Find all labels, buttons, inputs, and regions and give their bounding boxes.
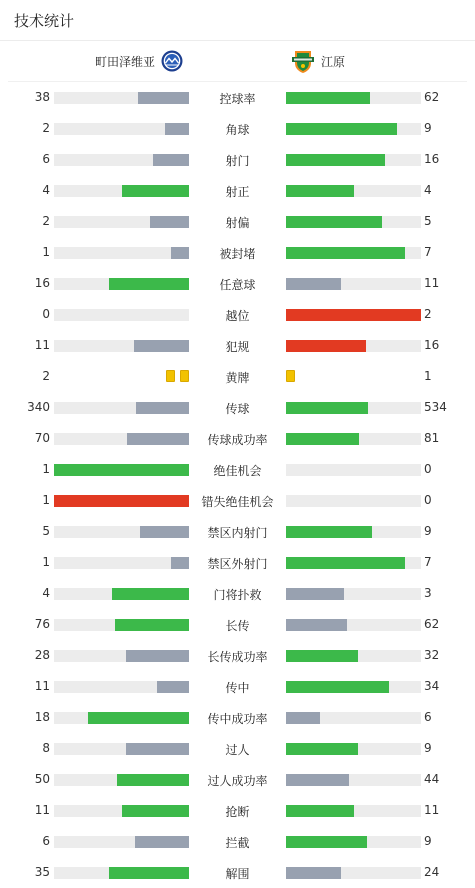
home-bar-track [54,867,189,879]
away-value: 9 [424,524,432,538]
home-value: 8 [42,741,50,755]
away-value: 62 [424,617,440,631]
stat-row [0,299,475,330]
yellow-card-icon [180,370,189,382]
away-value: 1 [424,369,432,383]
home-bar-track [54,495,189,507]
home-value: 2 [42,121,50,135]
home-bar-track [54,774,189,786]
home-bar-track [54,185,189,197]
away-value: 9 [424,834,432,848]
away-bar-track [286,433,421,445]
home-bar-track [54,526,189,538]
home-bar-fill [138,92,189,104]
home-bar-fill [54,464,189,476]
home-value: 6 [42,152,50,166]
home-bar-fill [153,154,189,166]
home-bar-fill [54,495,189,507]
home-bar-track [54,836,189,848]
away-bar-fill [286,836,367,848]
away-bar-track [286,185,421,197]
stat-label: 长传成功率 [207,650,268,664]
away-bar-fill [286,123,397,135]
home-bar-track [54,123,189,135]
home-value: 50 [34,772,50,786]
home-bar-track [54,402,189,414]
away-bar-track [286,247,421,259]
home-team[interactable] [95,41,183,81]
away-bar-track [286,216,421,228]
home-value: 6 [42,834,50,848]
home-bar-fill [150,216,189,228]
stat-row [0,113,475,144]
stat-row [0,454,475,485]
away-bar-track [286,154,421,166]
stat-row [0,237,475,268]
yellow-card-icon [286,370,295,382]
home-value: 11 [34,803,50,817]
home-value: 11 [34,338,50,352]
home-bar-track [54,309,189,321]
home-bar-fill [165,123,189,135]
home-bar-track [54,154,189,166]
away-bar-track [286,867,421,879]
away-bar-fill [286,588,344,600]
home-bar-fill [126,743,189,755]
away-bar-fill [286,650,358,662]
home-value: 76 [34,617,50,631]
home-bar-fill [140,526,189,538]
away-bar-track [286,92,421,104]
away-bar-track [286,402,421,414]
home-bar-fill [127,433,189,445]
away-value: 24 [424,865,440,879]
away-bar-fill [286,309,421,321]
stat-label: 过人 [225,743,250,757]
home-bar-fill [136,402,189,414]
away-bar-fill [286,619,347,631]
away-bar-fill [286,805,354,817]
away-bar-track [286,557,421,569]
away-team-name: 江原 [321,54,346,69]
home-bar-fill [135,836,189,848]
away-bar-track [286,495,421,507]
stats-list [0,82,475,888]
away-value: 62 [424,90,440,104]
away-bar-fill [286,278,341,290]
stat-row [0,206,475,237]
stat-row [0,330,475,361]
home-team-name: 町田泽维亚 [94,54,155,69]
stat-row [0,640,475,671]
home-bar-track [54,619,189,631]
stat-row [0,268,475,299]
stat-label: 过人成功率 [207,774,268,788]
home-value: 11 [34,679,50,693]
away-value: 9 [424,121,432,135]
home-value: 28 [34,648,50,662]
home-bar-track [54,340,189,352]
stat-label: 任意球 [219,278,256,292]
stat-row [0,423,475,454]
stat-label: 拦截 [225,836,250,850]
home-value: 5 [42,524,50,538]
stat-label: 传中 [225,681,250,695]
away-value: 5 [424,214,432,228]
home-value: 18 [34,710,50,724]
stat-label: 射偏 [225,216,250,230]
away-value: 0 [424,493,432,507]
away-bar-track [286,340,421,352]
stat-label: 传球成功率 [207,433,268,447]
away-bar-fill [286,557,405,569]
away-value: 16 [424,152,440,166]
stat-label: 射门 [225,154,250,168]
home-value: 1 [42,462,50,476]
away-bar-track [286,743,421,755]
stat-row [0,764,475,795]
away-bar-fill [286,526,372,538]
home-value: 4 [42,183,50,197]
away-bar-fill [286,154,385,166]
away-value: 44 [424,772,440,786]
away-value: 0 [424,462,432,476]
away-bar-track [286,123,421,135]
stat-row [0,857,475,888]
stat-label: 长传 [225,619,250,633]
teams-header [8,41,467,82]
stat-row [0,144,475,175]
away-bar-fill [286,340,366,352]
away-bar-track [286,712,421,724]
stat-label: 黄牌 [225,371,250,385]
away-bar-fill [286,774,349,786]
stat-label: 抢断 [225,805,250,819]
stat-row [0,826,475,857]
home-bar-track [54,216,189,228]
stat-row [0,795,475,826]
away-value: 534 [424,400,447,414]
away-bar-track [286,588,421,600]
section-header [0,0,475,41]
stat-row [0,671,475,702]
away-value: 2 [424,307,432,321]
stat-label: 越位 [225,309,250,323]
home-value: 2 [42,369,50,383]
stat-label: 错失绝佳机会 [201,495,274,509]
away-bar-fill [286,247,405,259]
home-bar-track [54,805,189,817]
home-bar-fill [109,867,189,879]
home-value: 70 [34,431,50,445]
away-bar-track [286,805,421,817]
stat-label: 犯规 [225,340,250,354]
home-bar-fill [171,247,189,259]
machida-zelvia-crest-icon [161,50,183,72]
home-bar-track [54,92,189,104]
home-bar-track [54,247,189,259]
away-bar-track [286,774,421,786]
stat-label: 控球率 [219,92,256,106]
home-value: 0 [42,307,50,321]
home-bar-track [54,278,189,290]
stat-label: 被封堵 [219,247,256,261]
away-bar-fill [286,743,358,755]
home-bar-fill [117,774,189,786]
away-value: 11 [424,803,440,817]
away-value: 32 [424,648,440,662]
stat-row [0,609,475,640]
stat-row [0,547,475,578]
stat-label: 射正 [225,185,250,199]
stat-row [0,578,475,609]
home-bar-fill [122,805,190,817]
stat-label: 传中成功率 [207,712,268,726]
home-bar-fill [88,712,189,724]
home-value: 35 [34,865,50,879]
stat-label: 绝佳机会 [213,464,262,478]
stat-row [0,516,475,547]
away-bar-track [286,681,421,693]
home-bar-fill [126,650,189,662]
away-bar-fill [286,433,359,445]
away-team[interactable] [291,41,345,81]
stat-row [0,485,475,516]
stat-label: 禁区外射门 [207,557,268,571]
home-bar-fill [134,340,189,352]
away-bar-track [286,836,421,848]
away-bar-fill [286,681,389,693]
home-bar-fill [115,619,189,631]
home-value: 38 [34,90,50,104]
home-bar-track [54,588,189,600]
stat-label: 传球 [225,402,250,416]
away-bar-track [286,278,421,290]
home-bar-fill [171,557,189,569]
away-value: 4 [424,183,432,197]
away-value: 9 [424,741,432,755]
away-value: 81 [424,431,440,445]
home-bar-track [54,681,189,693]
stat-row [0,702,475,733]
away-value: 16 [424,338,440,352]
home-bar-fill [109,278,189,290]
away-bar-track [286,650,421,662]
home-value: 1 [42,493,50,507]
home-bar-track [54,650,189,662]
home-value: 4 [42,586,50,600]
away-bar-track [286,619,421,631]
away-value: 3 [424,586,432,600]
away-bar-fill [286,92,370,104]
stat-row [0,175,475,206]
home-bar-track [54,464,189,476]
home-value: 1 [42,555,50,569]
home-value: 16 [34,276,50,290]
away-bar-fill [286,185,354,197]
home-bar-track [54,712,189,724]
home-bar-fill [122,185,190,197]
home-bar-track [54,433,189,445]
section-title: 技术统计 [14,12,75,30]
away-bar-fill [286,712,320,724]
stat-label: 角球 [225,123,250,137]
stat-row [0,733,475,764]
home-bar-fill [112,588,189,600]
home-value: 340 [27,400,50,414]
stat-row [0,82,475,113]
gangwon-fc-crest-icon [291,48,315,74]
yellow-card-icon [166,370,175,382]
home-bar-fill [157,681,189,693]
stat-label: 禁区内射门 [207,526,268,540]
stat-label: 门将扑救 [213,588,262,602]
home-bar-track [54,743,189,755]
away-value: 6 [424,710,432,724]
away-value: 34 [424,679,440,693]
away-bar-track [286,309,421,321]
away-bar-track [286,464,421,476]
away-bar-track [286,526,421,538]
away-bar-fill [286,867,341,879]
away-value: 7 [424,555,432,569]
away-bar-fill [286,216,382,228]
away-bar-fill [286,402,368,414]
away-value: 11 [424,276,440,290]
home-bar-track [54,557,189,569]
stat-row [0,392,475,423]
away-value: 7 [424,245,432,259]
home-value: 1 [42,245,50,259]
stat-row [0,361,475,392]
home-value: 2 [42,214,50,228]
stat-label: 解围 [225,867,250,881]
